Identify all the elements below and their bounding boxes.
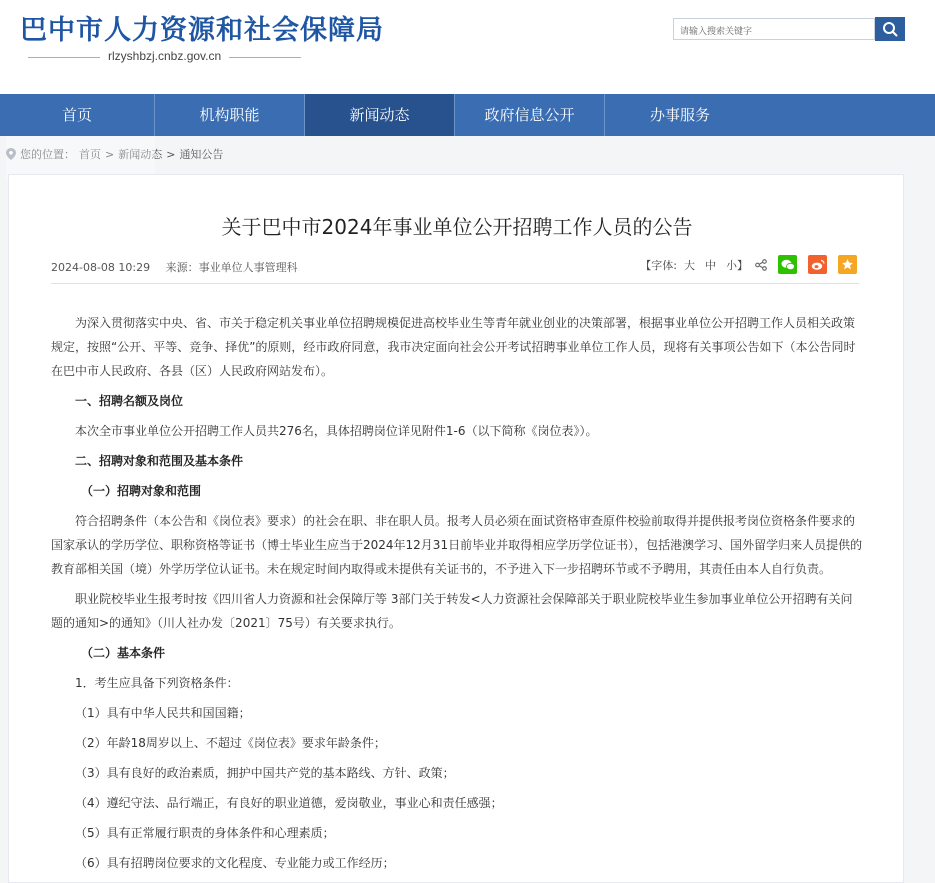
main-nav [0, 94, 935, 136]
body-paragraph: 本次全市事业单位公开招聘工作人员共276名，具体招聘岗位详见附件1-6（以下简称《岗位表》）。 [75, 424, 598, 438]
breadcrumb-news[interactable]: 新闻动态 [118, 148, 163, 161]
nav-item-gov-info[interactable]: 政府信息公开 [455, 94, 605, 136]
body-paragraph: 1．考生应具备下列资格条件： [75, 676, 239, 690]
search-input[interactable] [674, 22, 882, 42]
article-title: 关于巴中市2024年事业单位公开招聘工作人员的公告 [221, 215, 693, 239]
body-paragraph: 符合招聘条件（本公告和《岗位表》要求）的社会在职、非在职人员。报考人员必须在面试资格审查原件校验前取得并提供报考岗位资格条件要求的国家承认的学历学位、职称资格等证书（博士毕业生应当于2024年12月31日前毕业并取得相应学历学位证书），包括港澳学习、国外留学归来人员提供的教育部相关国（境）外学历学位认证书。未在规定时间内取得或未提供有关证书的，不予进入下一步招聘环节或不予聘用，其责任由本人自行负责。 [51, 514, 863, 576]
article-card [8, 174, 904, 883]
search-button[interactable] [875, 17, 905, 41]
weibo-share-button[interactable] [808, 255, 827, 274]
breadcrumb-separator: > [105, 147, 115, 161]
breadcrumb-notices[interactable]: 通知公告 [179, 148, 224, 161]
body-paragraph: 职业院校毕业生报考时按《四川省人力资源和社会保障厅等 3部门关于转发<人力资源社会保障部关于职业院校毕业生参加事业单位公开招聘有关问题的通知>的通知》（川人社办发〔2021〕75号）有关要求执行。 [51, 592, 853, 630]
breadcrumb-separator: > [166, 147, 176, 161]
subsection-heading: （一）招聘对象和范围 [81, 484, 202, 498]
article-tools [640, 255, 857, 274]
section-heading: 二、招聘对象和范围及基本条件 [75, 454, 244, 468]
title-divider [51, 283, 859, 284]
share-icon[interactable] [755, 259, 767, 271]
intro-paragraph: 为深入贯彻落实中央、省、市关于稳定机关事业单位招聘规模促进高校毕业生等青年就业创业的决策部署，根据事业单位公开招聘工作人员相关政策规定，按照“公开、平等、竞争、择优”的原则，经市政府同意，我市决定面向社会公开考试招聘事业单位工作人员，现将有关事项公告如下（本公告同时在巴中市人民政府、各县（区）人民政府网站发布）。 [51, 316, 856, 378]
nav-item-home[interactable]: 首页 [0, 94, 155, 136]
breadcrumb-prefix: 您的位置： [20, 148, 75, 161]
article-source: 来源：事业单位人事管理科 [165, 261, 298, 274]
section-heading: 一、招聘名额及岗位 [75, 394, 184, 408]
search-icon [882, 21, 898, 37]
star-icon [841, 258, 854, 271]
site-header [0, 0, 935, 94]
list-item: （3）具有良好的政治素质，拥护中国共产党的基本路线、方针、政策； [75, 766, 455, 780]
font-medium-button[interactable]: 中 [705, 258, 716, 272]
article-date: 2024-08-08 10:29 [51, 261, 151, 274]
list-item: （6）具有招聘岗位要求的文化程度、专业能力或工作经历； [75, 856, 395, 870]
site-title: 巴中市人力资源和社会保障局 [20, 15, 384, 46]
list-item: （2）年龄18周岁以上、不超过《岗位表》要求年龄条件； [75, 736, 386, 750]
list-item: （4）遵纪守法、品行端正，有良好的职业道德，爱岗敬业，事业心和责任感强； [75, 796, 503, 810]
article-body [51, 311, 863, 881]
nav-item-organization[interactable]: 机构职能 [155, 94, 305, 136]
site-domain: rlzyshbzj.cnbz.gov.cn [108, 49, 222, 63]
nav-item-news[interactable]: 新闻动态 [305, 94, 455, 136]
subsection-heading: （二）基本条件 [81, 646, 166, 660]
article-meta [51, 259, 298, 275]
wechat-share-button[interactable] [778, 255, 797, 274]
font-size-label: 【字体: [640, 258, 677, 272]
wechat-icon [781, 259, 795, 271]
breadcrumb-home[interactable]: 首页 [79, 148, 101, 161]
font-large-button[interactable]: 大 [684, 258, 695, 272]
breadcrumb [6, 146, 223, 162]
weibo-icon [811, 259, 825, 271]
favorite-button[interactable] [838, 255, 857, 274]
search-box [673, 18, 875, 40]
font-small-button[interactable]: 小】 [726, 258, 748, 272]
list-item: （5）具有正常履行职责的身体条件和心理素质； [75, 826, 335, 840]
location-pin-icon [6, 148, 16, 160]
list-item: （1）具有中华人民共和国国籍； [75, 706, 251, 720]
nav-item-services[interactable]: 办事服务 [649, 106, 710, 124]
